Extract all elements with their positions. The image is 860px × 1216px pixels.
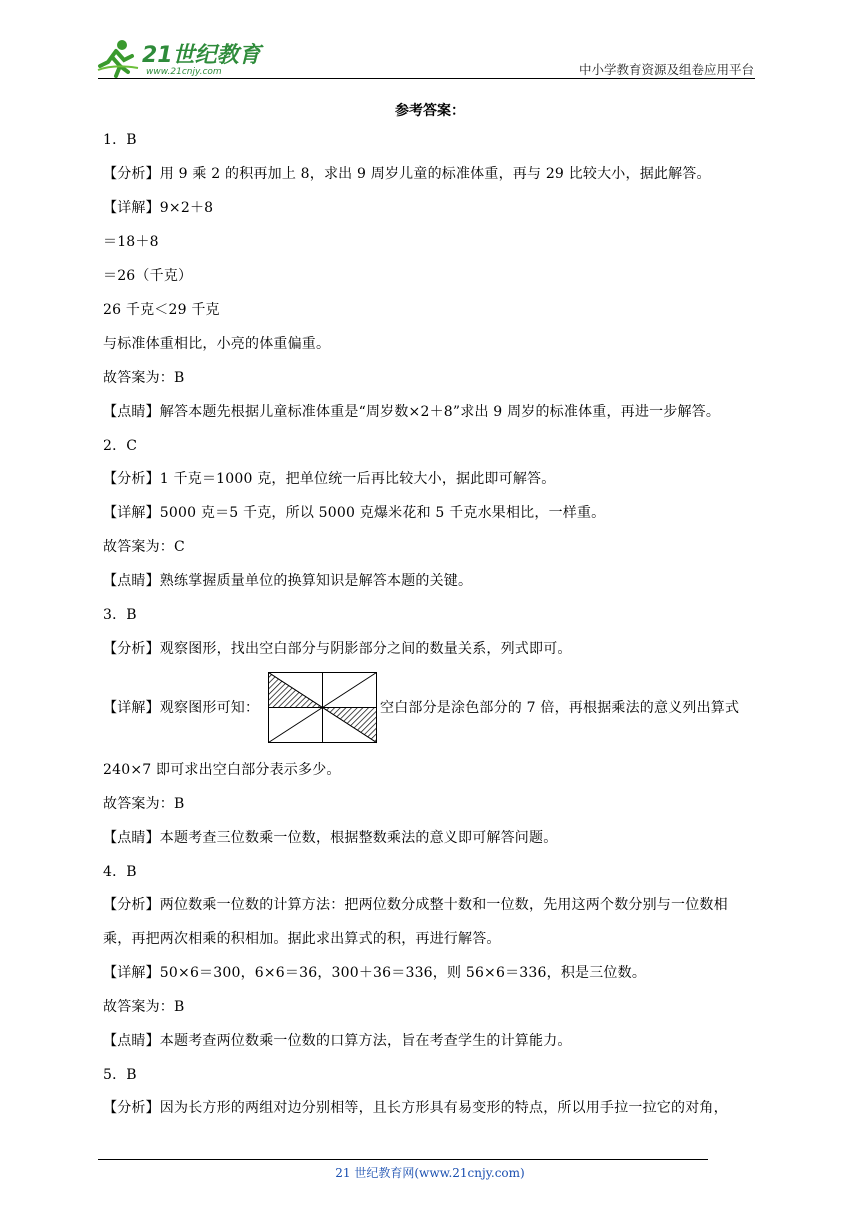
q2-final: 故答案为：C [103, 539, 185, 555]
q1-detail-line: 【详解】9×2＋8 [103, 200, 214, 216]
q5-analysis: 【分析】因为长方形的两组对边分别相等，且长方形具有易变形的特点，所以用手拉一拉它的对角， [103, 1100, 728, 1116]
q4-answer: 4．B [103, 864, 137, 880]
footer-divider [98, 1159, 708, 1160]
q1-final: 故答案为：B [103, 370, 185, 386]
header-divider [98, 78, 755, 79]
q2-analysis: 【分析】1 千克＝1000 克，把单位统一后再比较大小，据此即可解答。 [103, 471, 556, 487]
q1-detail-line: 与标准体重相比，小亮的体重偏重。 [103, 336, 331, 352]
q4-analysis: 【分析】两位数乘一位数的计算方法：把两位数分成整十数和一位数，先用这两个数分别与一位数相 [103, 897, 728, 913]
q3-answer: 3．B [103, 607, 137, 623]
q2-detail: 【详解】5000 克＝5 千克，所以 5000 克爆米花和 5 千克水果相比，一样重。 [103, 505, 606, 521]
q3-analysis: 【分析】观察图形，找出空白部分与阴影部分之间的数量关系，列式即可。 [103, 641, 572, 657]
q3-detail-rest: 空白部分是涂色部分的 7 倍，再根据乘法的意义列出算式 [380, 700, 740, 716]
q1-detail-line: 26 千克＜29 千克 [103, 302, 220, 318]
q1-answer: 1．B [103, 132, 137, 148]
platform-name: 中小学教育资源及组卷应用平台 [578, 62, 754, 77]
q3-final: 故答案为：B [103, 796, 185, 812]
q5-answer: 5．B [103, 1067, 137, 1083]
footer-link[interactable]: 21 世纪教育网(www.21cnjy.com) [335, 1166, 525, 1180]
q4-comment: 【点睛】本题考查两位数乘一位数的口算方法，旨在考查学生的计算能力。 [103, 1033, 572, 1049]
q4-final: 故答案为：B [103, 999, 185, 1015]
rectangle-figure [268, 672, 378, 748]
site-logo [94, 36, 274, 78]
logo-brand: 21世纪教育 [142, 43, 261, 68]
q1-analysis: 【分析】用 9 乘 2 的积再加上 8，求出 9 周岁儿童的标准体重，再与 29 比较大小，据此解答。 [103, 166, 711, 182]
q1-comment: 【点睛】解答本题先根据儿童标准体重是“周岁数×2＋8”求出 9 周岁的标准体重，再进一步解答。 [103, 404, 721, 420]
q3-comment: 【点睛】本题考查三位数乘一位数，根据整数乘法的意义即可解答问题。 [103, 830, 558, 846]
q4-detail: 【详解】50×6＝300，6×6＝36，300＋36＝336，则 56×6＝336，积是三位数。 [103, 965, 647, 981]
q2-comment: 【点睛】熟练掌握质量单位的换算知识是解答本题的关键。 [103, 573, 473, 589]
page-title: 参考答案： [395, 103, 465, 119]
runner-icon [98, 40, 138, 76]
q2-answer: 2．C [103, 438, 138, 454]
logo-url: www.21cnjy.com [146, 67, 222, 77]
q4-analysis-cont: 乘，再把两次相乘的积相加。据此求出算式的积，再进行解答。 [103, 931, 501, 947]
q1-detail-line: ＝18＋8 [103, 234, 159, 250]
q1-detail-line: ＝26（千克） [103, 268, 193, 284]
q3-detail-lead: 【详解】观察图形可知： [103, 700, 260, 716]
q3-detail-cont: 240×7 即可求出空白部分表示多少。 [103, 762, 341, 778]
